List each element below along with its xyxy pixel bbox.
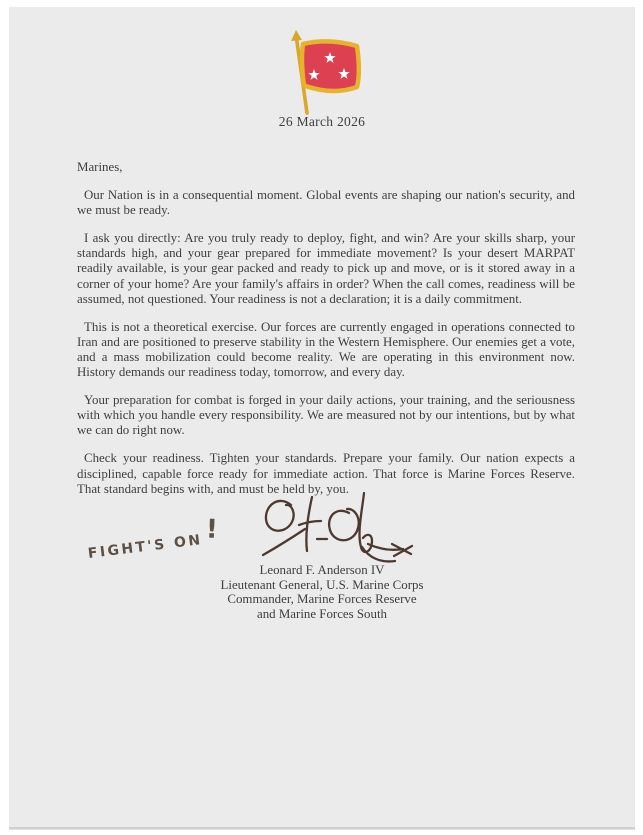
signer-title: Lieutenant General, U.S. Marine Corps <box>220 577 424 592</box>
signature-block <box>9 563 635 621</box>
handwritten-note <box>86 514 221 565</box>
handwritten-note-exclamation: ! <box>205 514 219 545</box>
flag-graphic <box>277 27 369 115</box>
paragraph-2: I ask you directly: Are you truly ready to deploy, fight, and win? Are your skills sharp, your standards high, and your gear prepared for immediate movement? Is your desert MARPAT readily available, is your gear packed and ready to pick up and move, or is it stored away in a corner of your home? Are your family's affairs in order? When the call comes, readiness will be assumed, not questioned. Your readiness is not a declaration; it is a daily commitment. <box>77 231 575 306</box>
paragraph-5: Check your readiness. Tighten your standards. Prepare your family. Our nation expects a disciplined, capable force ready for immediate action. That force is Marine Forces Reserve. That standard begins with, and must be held by, you. <box>77 451 575 496</box>
paragraph-1: Our Nation is in a consequential moment. Global events are shaping our nation's security, and we must be ready. <box>77 188 575 218</box>
paragraph-4: Your preparation for combat is forged in your daily actions, your training, and the seriousness with which you handle every responsibility. We are measured not by our intentions, but by what we can do right now. <box>77 393 575 438</box>
handwritten-note-text: FIGHT'S ON <box>87 532 204 562</box>
signer-name: Leonard F. Anderson IV <box>259 563 385 577</box>
signer-command-line1: Commander, Marine Forces Reserve <box>227 592 417 607</box>
salutation: Marines, <box>77 160 123 174</box>
three-star-general-flag-icon <box>277 27 369 115</box>
letter-body <box>77 160 575 510</box>
signer-command-line2: and Marine Forces South <box>257 606 387 621</box>
letter-date: 26 March 2026 <box>278 114 366 129</box>
scanned-letter-page <box>9 7 635 829</box>
paragraph-3: This is not a theoretical exercise. Our forces are currently engaged in operations connected to Iran and are positioned to preserve stability in the Western Hemisphere. Our enemies get a vote, and a mass mobilization could become reality. We are operating in this environment now. History demands our readiness today, tomorrow, and every day. <box>77 319 575 380</box>
